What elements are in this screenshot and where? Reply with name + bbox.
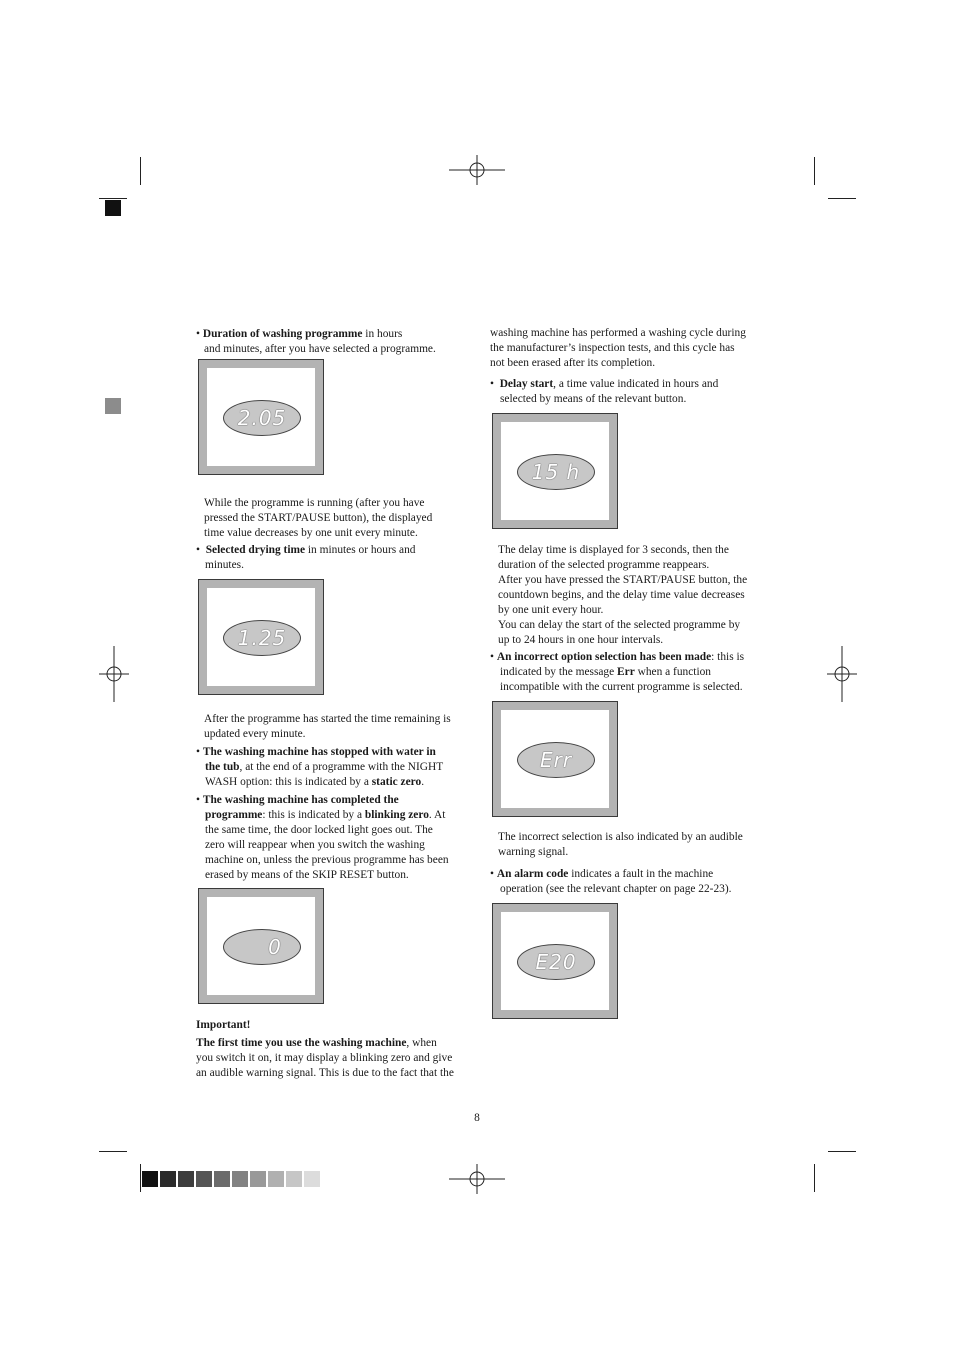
important-heading: Important! [196, 1019, 251, 1031]
paragraph-continued: washing machine has performed a washing cycle during the manufacturer’s inspection tests, and this cycle has not been erased after its completion. [490, 327, 746, 369]
lcd-display [517, 742, 595, 778]
swatch [196, 1171, 212, 1187]
registration-mark-icon [99, 646, 129, 702]
registration-mark-icon [449, 155, 505, 185]
display-panel [492, 413, 618, 529]
bullet-stopped-water: • The washing machine has stopped with water in the tub, at the end of a programme with the NIGHT WASH option: this is indicated by a static zero. [196, 746, 444, 788]
black-square-mark [105, 200, 121, 216]
swatch [160, 1171, 176, 1187]
page-number: 8 [474, 1112, 480, 1124]
bold-term: The washing machine has stopped with water in [202, 746, 436, 758]
swatch [286, 1171, 302, 1187]
registration-mark-icon [827, 646, 857, 702]
bullet-duration: • Duration of washing programme in hours and minutes, after you have selected a programme. [196, 328, 436, 355]
crop-mark [140, 157, 141, 185]
bold-term: The first time you use the washing machine [196, 1037, 407, 1049]
bullet-completed: • The washing machine has completed the programme: this is indicated by a blinking zero. At the same time, the door locked light goes out. The zero will reappear when you switch the washing machine on, unless the previous programme has been erased by means of the SKIP RESET button. [196, 794, 449, 881]
registration-mark-icon [449, 1164, 505, 1194]
bullet-drying-time: • Selected drying time in minutes or hours and minutes. [196, 544, 416, 571]
display-panel [492, 701, 618, 817]
paragraph-audible: The incorrect selection is also indicated by an audible warning signal. [498, 831, 743, 858]
lcd-readout: E20 [535, 950, 577, 974]
first-use-note: The first time you use the washing machine, when you switch it on, it may display a blinking zero and give an audible warning signal. This is due to the fact that the [196, 1037, 454, 1079]
bold-term: An alarm code [496, 868, 569, 880]
display-panel [198, 579, 324, 695]
swatch [178, 1171, 194, 1187]
bullet-alarm-code: • An alarm code indicates a fault in the machine operation (see the relevant chapter on page 22-23). [490, 868, 732, 895]
lcd-display [517, 454, 595, 490]
bullet-delay-start: • Delay start, a time value indicated in hours and selected by means of the relevant button. [490, 378, 719, 405]
bold-term: Selected drying time [205, 544, 306, 556]
crop-mark [140, 1164, 141, 1192]
bold-term: Duration of washing programme [202, 328, 363, 340]
lcd-display [223, 620, 301, 656]
crop-mark [828, 198, 856, 199]
crop-mark [99, 1151, 127, 1152]
swatch [268, 1171, 284, 1187]
paragraph-remaining: After the programme has started the time remaining is updated every minute. [204, 713, 451, 740]
display-panel [198, 359, 324, 475]
bold-term: The washing machine has completed the [202, 794, 399, 806]
crop-mark [828, 1151, 856, 1152]
lcd-readout: 0 [268, 935, 282, 959]
display-panel [492, 903, 618, 1019]
swatch [250, 1171, 266, 1187]
bold-term: An incorrect option selection has been made [496, 651, 712, 663]
lcd-display [517, 944, 595, 980]
lcd-readout: 1.25 [237, 626, 287, 650]
paragraph-delay: The delay time is displayed for 3 seconds, then the duration of the selected programme reappears. After you have pressed the START/PAUSE button, the countdown begins, and the delay time value decreases by one unit every hour. You can delay the start of the selected programme by up to 24 hours in one hour intervals. [498, 544, 748, 646]
lcd-readout: Err [539, 748, 573, 772]
paragraph-running: While the programme is running (after you have pressed the START/PAUSE button), the displayed time value decreases by one unit every minute. [204, 497, 433, 539]
swatch [214, 1171, 230, 1187]
crop-mark [814, 157, 815, 185]
lcd-readout: 15 h [531, 460, 581, 484]
grey-square-mark [105, 398, 121, 414]
lcd-display [223, 929, 301, 965]
crop-mark [814, 1164, 815, 1192]
lcd-readout: 2.05 [237, 406, 287, 430]
bullet-incorrect-option: • An incorrect option selection has been made: this is indicated by the message Err when a function incompatible with the current programme is selected. [490, 651, 745, 693]
crop-mark [99, 198, 127, 199]
swatch [304, 1171, 320, 1187]
swatch [142, 1171, 158, 1187]
bold-term: Delay start [499, 378, 554, 390]
swatch [232, 1171, 248, 1187]
display-panel [198, 888, 324, 1004]
lcd-display [223, 400, 301, 436]
